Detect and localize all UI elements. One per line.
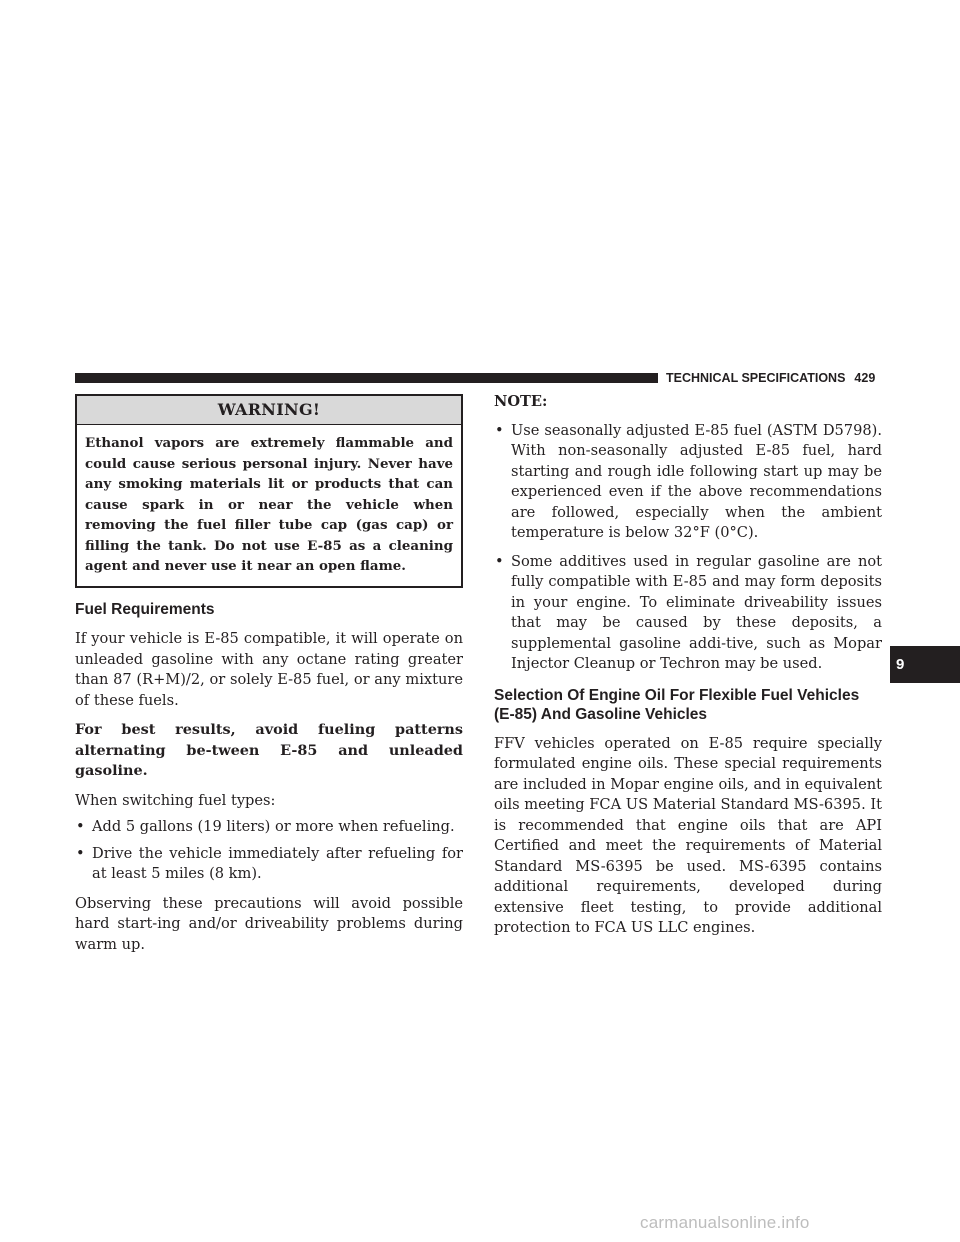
fuel-requirements-intro: If your vehicle is E-85 compatible, it will operate on unleaded gasoline with any octane rating greater than 87 (R+M)/2, or solely E-85 fuel, or any mixture of these fuels.: [75, 630, 463, 709]
list-item-text: Add 5 gallons (19 liters) or more when refueling.: [92, 818, 455, 835]
list-item: [494, 552, 882, 675]
warning-title: WARNING!: [77, 396, 461, 425]
list-item: [75, 844, 463, 885]
note-label: NOTE:: [494, 393, 548, 410]
right-column: [494, 394, 882, 939]
bullet-icon: •: [495, 421, 504, 439]
switching-list: [75, 817, 463, 885]
watermark: carmanualsonline.info: [640, 1213, 810, 1232]
note-list: [494, 421, 882, 675]
left-column: [75, 394, 463, 955]
engine-oil-body: FFV vehicles operated on E-85 require specially formulated engine oils. These special requirements are included in Mopar engine oils, and in equivalent oils meeting FCA US Material Standard MS-6395. It is recommended that engine oils that are API Certified and meet the requirements of Material Standard MS-6395 be used. MS-6395 contains additional requirements, developed during extensive fleet testing, to provide additional protection to FCA US LLC engines.: [494, 734, 882, 936]
fuel-requirements-heading: Fuel Requirements: [75, 600, 215, 618]
running-header: [666, 370, 875, 386]
chapter-tab: 9: [890, 646, 960, 683]
list-item-text: Use seasonally adjusted E-85 fuel (ASTM D5798). With non-seasonally adjusted E-85 fuel, hard starting and rough idle following start up may be experienced even if the above recommendations are followed, especially when the ambient temperature is below 32°F (0°C).: [511, 421, 882, 541]
page-number: 429: [854, 371, 876, 385]
list-item-text: Some additives used in regular gasoline are not fully compatible with E-85 and may form deposits in your engine. To eliminate driveability issues that may be caused by these deposits, a supplemental gasoline addi-tive, such as Mopar Injector Cleanup or Techron may be used.: [511, 552, 882, 672]
list-item: [494, 421, 882, 544]
bullet-icon: •: [76, 844, 85, 862]
engine-oil-heading: Selection Of Engine Oil For Flexible Fuel Vehicles (E-85) And Gasoline Vehicles: [494, 686, 860, 723]
list-item-text: Drive the vehicle immediately after refueling for at least 5 miles (8 km).: [92, 844, 463, 882]
list-item: [75, 817, 463, 838]
bullet-icon: •: [76, 818, 85, 835]
warning-box: [75, 394, 463, 588]
closing-paragraph: Observing these precautions will avoid possible hard start-ing and/or driveability problems during warm up.: [75, 894, 463, 953]
switching-label: When switching fuel types:: [75, 791, 276, 809]
section-title: TECHNICAL SPECIFICATIONS: [666, 371, 846, 385]
bullet-icon: •: [495, 552, 504, 570]
header-rule: [75, 373, 658, 383]
warning-body: Ethanol vapors are extremely flammable and could cause serious personal injury. Never have any smoking materials lit or products that can cause spark in or near the vehicle when removing the fuel filler tube cap (gas cap) or filling the tank. Do not use E-85 as a cleaning agent and never use it near an open flame.: [85, 435, 453, 574]
fueling-pattern-note: For best results, avoid fueling patterns alternating be-tween E-85 and unleaded gasoline.: [75, 721, 463, 779]
